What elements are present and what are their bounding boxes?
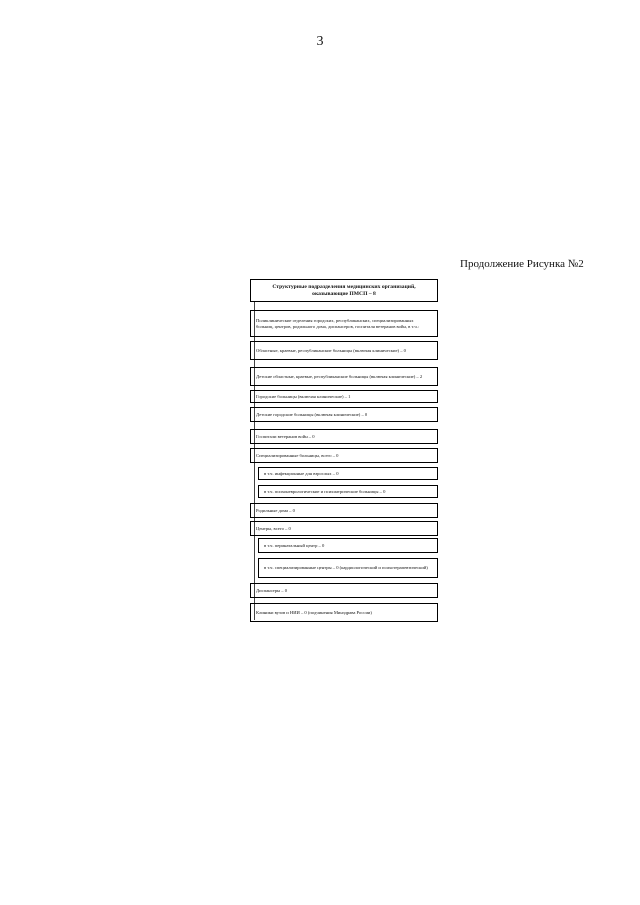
diagram-box-regional-hospitals: Областные, краевые, республиканские больницы (включая клинические) – 0	[250, 341, 438, 360]
diagram-box-maternity-homes: Родильные дома – 0	[250, 503, 438, 518]
org-structure-diagram	[250, 279, 438, 615]
diagram-box-children-regional-hospitals: Детские областные, краевые, республиканские больницы (включая клинические) – 2	[250, 367, 438, 386]
diagram-box-perinatal-center: в т.ч. перинатальный центр – 0	[258, 538, 438, 553]
diagram-box-specialized-centers: в т.ч. специализированные центры – 0 (кардиологический и психотерапевтический)	[258, 558, 438, 578]
diagram-box-polyclinic-departments: Поликлинические отделения городских, республиканских, специализированных больниц, центров, родильного дома, диспансеров, госпиталя ветеранов войн, в т.ч.:	[250, 310, 438, 337]
diagram-box-city-hospitals: Городские больницы (включая клинические) – 1	[250, 390, 438, 403]
page-number: 3	[316, 34, 324, 49]
diagram-box-centers: Центры, всего – 0	[250, 521, 438, 536]
diagram-box-children-city-hospitals: Детские городские больницы (включая клинические) – 0	[250, 407, 438, 422]
diagram-box-veterans-hospitals: Госпитали ветеранов войн – 0	[250, 429, 438, 444]
diagram-box-infectious-adults: в т.ч. инфекционные для взрослых – 0	[258, 467, 438, 480]
diagram-box-specialized-hospitals: Специализированные больницы, всего – 0	[250, 448, 438, 463]
diagram-header: Структурные подразделения медицинских организаций, оказывающие ПМСП – 8	[250, 279, 438, 302]
diagram-box-university-clinics: Клиники вузов и НИИ – 0 (подчинения Минздрава России)	[250, 603, 438, 622]
continuation-label: Продолжение Рисунка №2	[460, 258, 584, 270]
diagram-box-dispensaries: Диспансеры – 0	[250, 583, 438, 598]
diagram-box-psychoneurological: в т.ч. психоневрологические и психиатрические больницы – 0	[258, 485, 438, 498]
